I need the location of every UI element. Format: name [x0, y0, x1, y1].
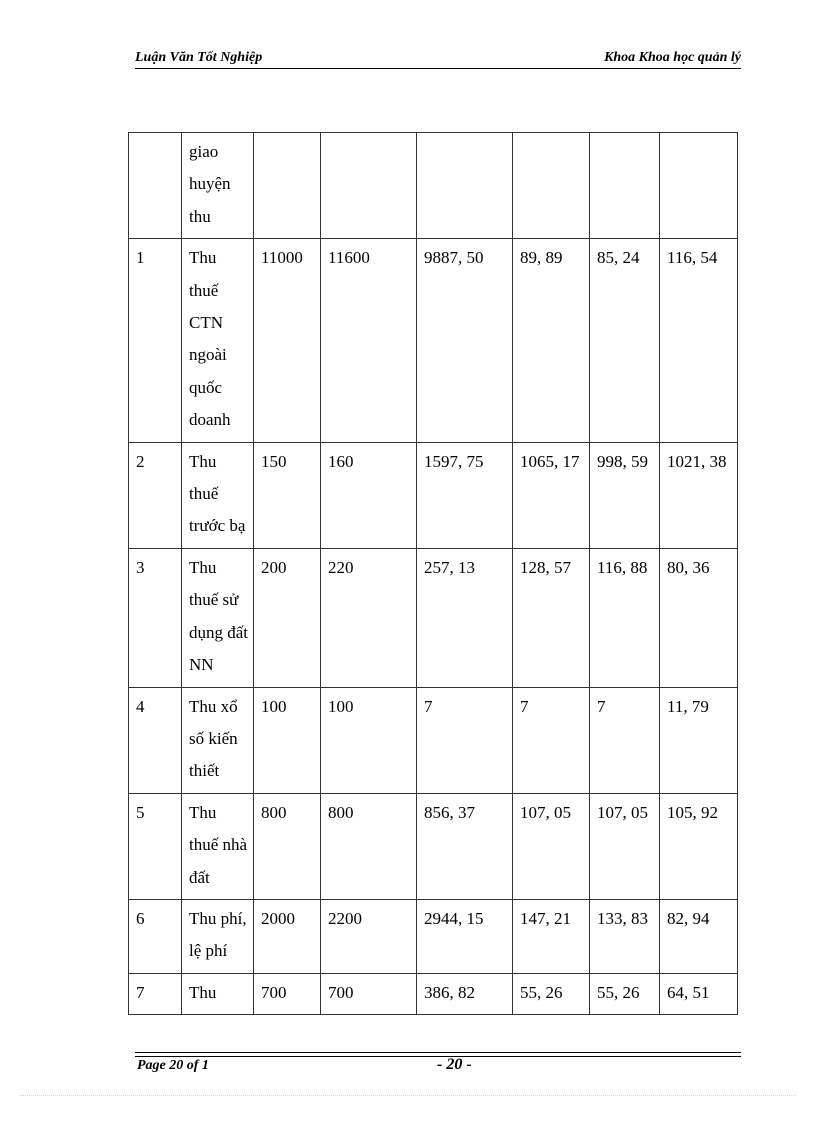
table-cell: Thu thuế trước bạ: [182, 442, 254, 548]
table-cell: 147, 21: [513, 899, 590, 973]
table-cell: 6: [129, 899, 182, 973]
table-cell: 856, 37: [417, 793, 513, 899]
table-row: [129, 442, 738, 548]
table-cell: 80, 36: [660, 548, 738, 687]
table-cell: 800: [321, 793, 417, 899]
header-thesis-title: Luận Văn Tốt Nghiệp: [135, 50, 263, 65]
table-cell: 85, 24: [590, 239, 660, 442]
table-cell: 1: [129, 239, 182, 442]
table-cell: giao huyện thu: [182, 133, 254, 239]
table-cell: [417, 133, 513, 239]
table-cell: 55, 26: [513, 973, 590, 1014]
table-cell: 133, 83: [590, 899, 660, 973]
table-cell: 150: [254, 442, 321, 548]
table-cell: 100: [254, 687, 321, 793]
table-cell: 7: [417, 687, 513, 793]
table-row: [129, 133, 738, 239]
table-cell: 386, 82: [417, 973, 513, 1014]
table-cell: 9887, 50: [417, 239, 513, 442]
table-cell: 116, 88: [590, 548, 660, 687]
table-cell: 64, 51: [660, 973, 738, 1014]
table-cell: 55, 26: [590, 973, 660, 1014]
revenue-table: [128, 132, 738, 1015]
table-cell: 11, 79: [660, 687, 738, 793]
table-cell: 11000: [254, 239, 321, 442]
table-body: [129, 133, 738, 1015]
table-row: [129, 973, 738, 1014]
table-cell: 89, 89: [513, 239, 590, 442]
table-cell: 1065, 17: [513, 442, 590, 548]
table-cell: 200: [254, 548, 321, 687]
table-row: [129, 899, 738, 973]
table-cell: [321, 133, 417, 239]
table-cell: [660, 133, 738, 239]
table-cell: 107, 05: [590, 793, 660, 899]
table-cell: 700: [254, 973, 321, 1014]
table-cell: 2200: [321, 899, 417, 973]
table-cell: 128, 57: [513, 548, 590, 687]
footer-page-number: - 20 -: [437, 1056, 472, 1073]
table-cell: Thu thuế sử dụng đất NN: [182, 548, 254, 687]
table-cell: 4: [129, 687, 182, 793]
table-cell: 700: [321, 973, 417, 1014]
table-cell: 5: [129, 793, 182, 899]
table-cell: 1021, 38: [660, 442, 738, 548]
header-faculty: Khoa Khoa học quản lý: [604, 50, 741, 65]
table-cell: 7: [590, 687, 660, 793]
table-cell: Thu thuế nhà đất: [182, 793, 254, 899]
table-row: [129, 548, 738, 687]
page-header: [135, 48, 741, 69]
table-row: [129, 793, 738, 899]
table-cell: 998, 59: [590, 442, 660, 548]
table-cell: 2944, 15: [417, 899, 513, 973]
table-cell: Thu: [182, 973, 254, 1014]
table-cell: [129, 133, 182, 239]
table-cell: 1597, 75: [417, 442, 513, 548]
table-cell: 800: [254, 793, 321, 899]
table-cell: 116, 54: [660, 239, 738, 442]
table-cell: 220: [321, 548, 417, 687]
table-cell: 3: [129, 548, 182, 687]
table-cell: 2: [129, 442, 182, 548]
table-cell: Thu phí, lệ phí: [182, 899, 254, 973]
table-cell: 160: [321, 442, 417, 548]
table-cell: [590, 133, 660, 239]
table-cell: 7: [129, 973, 182, 1014]
table-cell: [254, 133, 321, 239]
table-cell: 107, 05: [513, 793, 590, 899]
footer-page-label: Page 20 of 1: [137, 1058, 209, 1073]
table-cell: 7: [513, 687, 590, 793]
table-cell: Thu thuế CTN ngoài quốc doanh: [182, 239, 254, 442]
table-row: [129, 239, 738, 442]
table-row: [129, 687, 738, 793]
table-cell: 257, 13: [417, 548, 513, 687]
table-cell: 2000: [254, 899, 321, 973]
table-cell: Thu xổ số kiến thiết: [182, 687, 254, 793]
table-cell: 105, 92: [660, 793, 738, 899]
table-cell: 11600: [321, 239, 417, 442]
table-cell: [513, 133, 590, 239]
table-cell: 82, 94: [660, 899, 738, 973]
page-bottom-edge: [20, 1095, 796, 1096]
table-cell: 100: [321, 687, 417, 793]
